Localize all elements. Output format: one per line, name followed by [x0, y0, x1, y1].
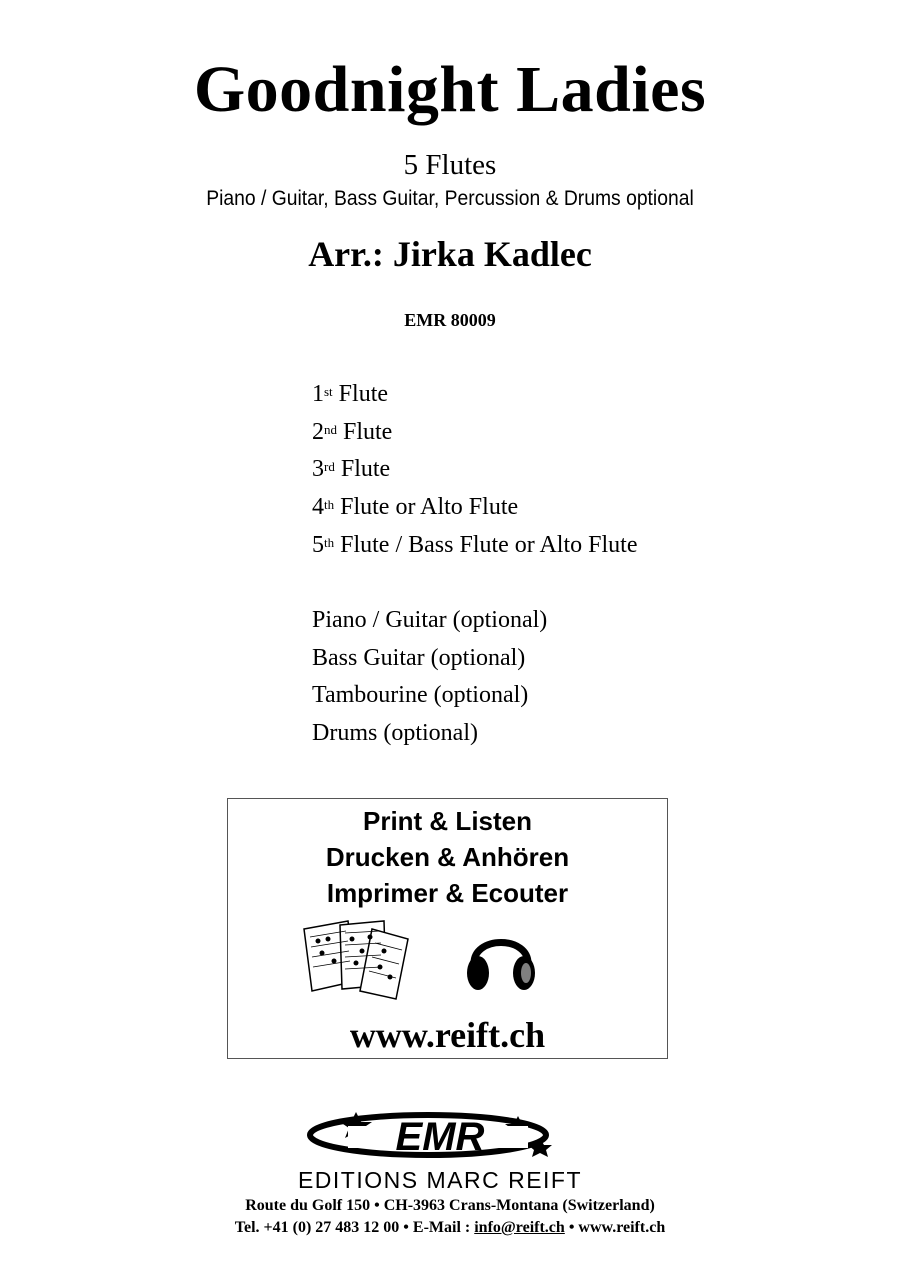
- publisher-name: EDITIONS MARC REIFT: [297, 1167, 583, 1193]
- publisher-contact: [0, 1218, 900, 1238]
- page-title: Goodnight Ladies: [193, 53, 707, 126]
- part-label: Flute: [338, 381, 389, 407]
- promo-line-de: Drucken & Anhören: [325, 842, 570, 872]
- part-item: [312, 376, 637, 414]
- headphones-icon: [464, 921, 538, 995]
- part-item: [312, 451, 637, 489]
- catalog-number: EMR 80009: [404, 310, 496, 330]
- part-number: 1: [312, 381, 324, 407]
- website-footer[interactable]: • www.reift.ch: [564, 1219, 666, 1236]
- part-label: Flute: [343, 418, 393, 445]
- part-label: Flute: [340, 456, 391, 483]
- promo-line-fr: Imprimer & Ecouter: [326, 878, 569, 908]
- part-ordinal: th: [324, 497, 335, 513]
- part-number: 3: [312, 456, 324, 483]
- sheet-music-icon: [300, 919, 412, 1001]
- optional-parts-list: [312, 602, 547, 753]
- subtitle: 5 Flutes: [403, 149, 497, 181]
- publisher-address: Route du Golf 150 • CH-3963 Crans-Montana (Switzerland): [245, 1197, 655, 1214]
- optional-part-item: Tambourine (optional): [312, 682, 529, 709]
- part-ordinal: th: [324, 534, 335, 550]
- emr-logo: [248, 1108, 648, 1194]
- part-ordinal: rd: [324, 459, 335, 475]
- print-listen-box: [227, 798, 668, 1059]
- part-number: 4: [312, 494, 324, 521]
- part-item: [312, 489, 637, 527]
- arranger: Arr.: Jirka Kadlec: [308, 234, 592, 274]
- logo-mark: EMR: [395, 1115, 485, 1159]
- website-link[interactable]: www.reift.ch: [349, 1015, 546, 1055]
- email-link[interactable]: info@reift.ch: [474, 1219, 565, 1236]
- part-ordinal: st: [324, 384, 333, 399]
- part-label: Flute / Bass Flute or Alto Flute: [340, 531, 638, 558]
- optional-part-item: Bass Guitar (optional): [312, 644, 526, 671]
- part-ordinal: nd: [324, 421, 337, 437]
- part-item: [312, 527, 637, 565]
- part-number: 5: [312, 531, 324, 558]
- part-label: Flute or Alto Flute: [340, 494, 519, 521]
- instrumentation-line: Piano / Guitar, Bass Guitar, Percussion & Drums optional: [206, 187, 694, 210]
- optional-part-item: Piano / Guitar (optional): [312, 607, 548, 633]
- optional-part-item: Drums (optional): [312, 720, 478, 747]
- part-item: [312, 414, 637, 452]
- part-number: 2: [312, 418, 324, 445]
- telephone: Tel. +41 (0) 27 483 12 00 • E-Mail :: [234, 1219, 475, 1236]
- parts-list: [312, 376, 637, 564]
- promo-line-en: Print & Listen: [362, 806, 532, 836]
